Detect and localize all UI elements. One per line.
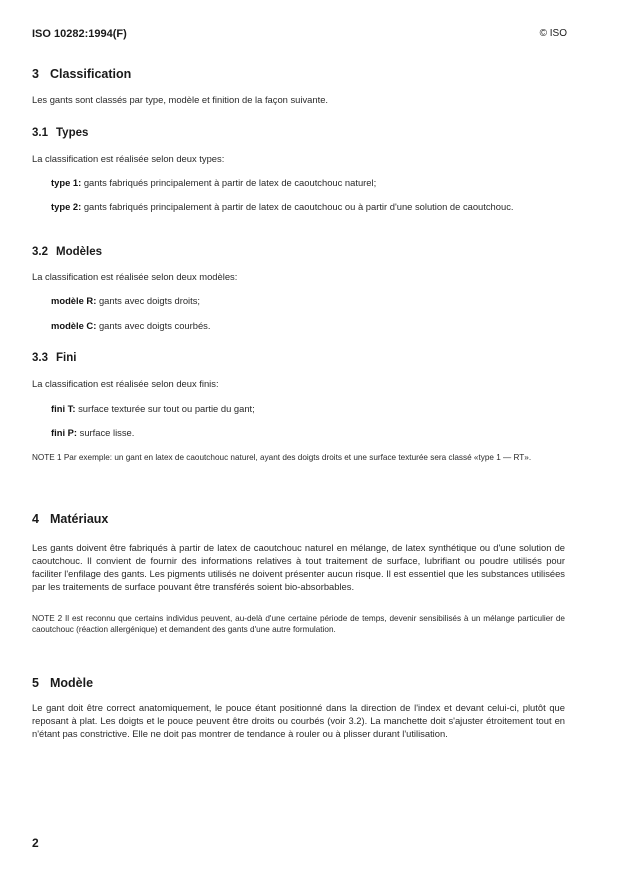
item-text: surface lisse.: [79, 427, 135, 438]
section-number: 3.1: [32, 127, 48, 139]
item-text: gants fabriqués principalement à partir de latex de caoutchouc naturel;: [83, 177, 377, 188]
list-item: [51, 176, 565, 189]
section-3-3-heading: [32, 352, 76, 364]
item-text: gants avec doigts droits;: [98, 295, 201, 306]
note-2: NOTE 2 Il est reconnu que certains individus peuvent, au-delà d'une certaine période de temps, devenir sensibilisés à un mélange particulier de caoutchouc (réaction allergénique) et demandent des gants d'une autre formulation.: [32, 614, 565, 634]
section-number: 3.2: [32, 246, 48, 258]
item-term: type 1:: [51, 177, 82, 188]
section-number: 3: [32, 67, 39, 81]
section-3-1-intro: La classification est réalisée selon deux types:: [32, 153, 225, 164]
list-item: [51, 402, 255, 415]
section-5-body: Le gant doit être correct anatomiquement, le pouce étant positionné dans la direction de l'index et devant celui-ci, plutôt que reposant à plat. Les doigts et le pouce peuvent être droits ou courbés (voir 3.2). La manchette doit s'ajuster étroitement tout en n'étant pas constrictive. Elle ne doit pas montrer de tendance à rouler ou à plisser durant l'utilisation.: [32, 702, 565, 739]
list-item: [51, 426, 134, 439]
page-number: 2: [32, 836, 39, 850]
section-number: 5: [32, 676, 39, 690]
section-title: Modèle: [50, 676, 94, 690]
item-term: type 2:: [51, 201, 82, 212]
item-term: modèle C:: [51, 320, 97, 331]
list-item: [51, 294, 200, 307]
section-3-2-heading: [32, 246, 102, 258]
section-4-heading: [32, 512, 108, 526]
list-item: [51, 200, 565, 213]
item-text: gants fabriqués principalement à partir de latex de caoutchouc ou à partir d'une solution de caoutchouc.: [83, 201, 514, 212]
section-title: Modèles: [56, 246, 103, 258]
item-term: fini T:: [51, 403, 76, 414]
section-title: Fini: [56, 352, 77, 364]
list-item: [51, 319, 210, 332]
item-text: gants avec doigts courbés.: [98, 320, 211, 331]
item-term: modèle R:: [51, 295, 97, 306]
section-title: Matériaux: [50, 512, 109, 526]
copyright-mark: © ISO: [539, 28, 567, 39]
section-5-heading: [32, 676, 93, 690]
standard-id: ISO 10282:1994(F): [32, 28, 127, 40]
section-3-3-intro: La classification est réalisée selon deux finis:: [32, 378, 219, 389]
note-1: NOTE 1 Par exemple: un gant en latex de caoutchouc naturel, ayant des doigts droits et une surface texturée sera classé «type 1 — RT».: [32, 453, 532, 462]
section-number: 3.3: [32, 352, 48, 364]
section-title: Classification: [50, 67, 132, 81]
section-3-1-heading: [32, 127, 88, 139]
section-4-body: Les gants doivent être fabriqués à partir de latex de caoutchouc naturel en mélange, de latex synthétique ou d'une solution de caoutchouc. Il convient de fournir des informations relatives à tout traitement de surface, lubrifiant ou poudre utilisés pour faciliter l'enfilage des gants. Les pigments utilisés ne doivent présenter aucun risque. Il est essentiel que les substances utilisées par les traitements de surface pouvant être transférés soient bio-absorbables.: [32, 542, 565, 592]
section-3-intro: Les gants sont classés par type, modèle et finition de la façon suivante.: [32, 94, 329, 105]
item-text: surface texturée sur tout ou partie du gant;: [78, 403, 255, 414]
section-3-2-intro: La classification est réalisée selon deux modèles:: [32, 271, 238, 282]
item-term: fini P:: [51, 427, 78, 438]
section-3-heading: [32, 67, 131, 81]
section-title: Types: [56, 127, 89, 139]
section-number: 4: [32, 512, 39, 526]
